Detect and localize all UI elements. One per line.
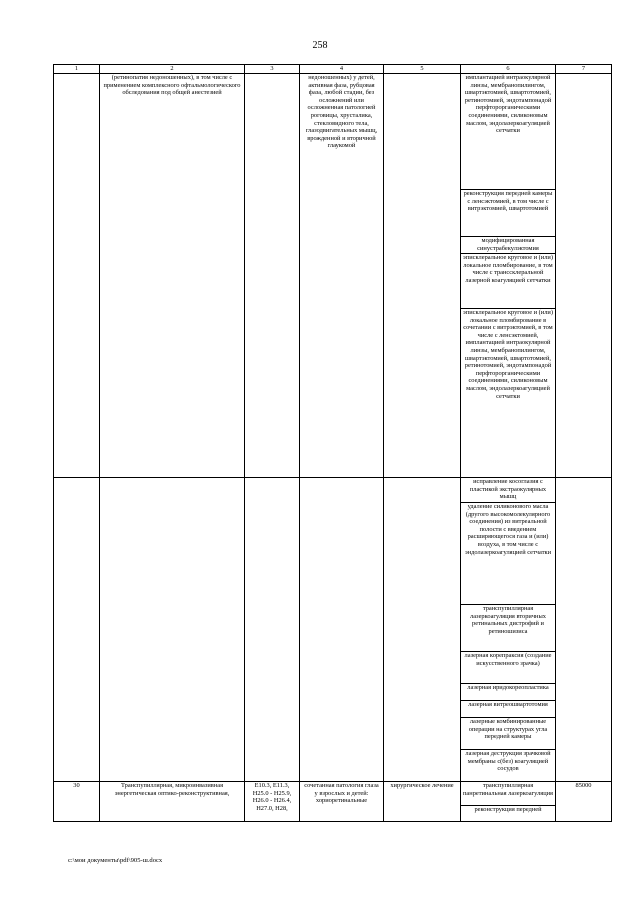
table-row (54, 74, 612, 478)
treatment-type-cell: хирургическое лечение (384, 782, 461, 822)
treatment-method: имплантацией интраокулярной линзы, мембранопилингом, швартэктомией, швартотомией, ретинотомией, эндотампонадой перфторорганическими соединениями, силиконовым маслом, эндолазеркоагуляцией сетчатки (464, 74, 552, 135)
row-number-cell (54, 478, 100, 782)
price-cell (556, 74, 612, 478)
treatment-method: лазерная витреошвартотомия (461, 700, 555, 717)
patient-model-cell: сочетанная патология глаза у взрослых и детей: хориоретинальные (300, 782, 384, 822)
column-number-row (54, 65, 612, 74)
treatment-methods-cell (461, 74, 556, 478)
treatment-method: реконструкция передней (461, 805, 555, 821)
treatment-method: эписклеральное круговое и (или) локальное пломбирование, в том числе с транссклеральной лазерной коагуляцией сетчатки (461, 253, 555, 308)
care-type-cell (100, 478, 245, 782)
treatment-method: лазерные комбинированные операции на структурах угла передней камеры (461, 717, 555, 749)
treatment-method: реконструкция передней камеры с ленсэктомией, в том числе с витрэктомией, швартотомией (461, 189, 555, 236)
column-number: 5 (384, 65, 461, 74)
table-row (54, 782, 612, 822)
column-number: 4 (300, 65, 384, 74)
column-number: 3 (245, 65, 300, 74)
treatment-method: транспупиллярная панретинальная лазеркоагуляция (463, 782, 553, 797)
treatment-method: лазерная иридокореопластика (461, 683, 555, 700)
row-number-cell: 30 (54, 782, 100, 822)
price-cell: 85000 (556, 782, 612, 822)
treatment-method: модифицированная синустрабекулэктомия (461, 236, 555, 253)
icd-codes-cell: E10.3, E11.3, H25.0 - H25.9, H26.0 - H26.4, H27.0, H28, (245, 782, 300, 822)
treatment-methods-cell (461, 782, 556, 822)
treatment-method: исправление косоглазия с пластикой экстраокулярных мышц (469, 478, 547, 501)
file-path-footer: c:\мои документы\pdf\905-ш.docx (68, 857, 163, 864)
icd-codes-cell (245, 478, 300, 782)
page-number: 258 (312, 40, 328, 51)
column-number: 7 (556, 65, 612, 74)
treatment-type-cell (384, 478, 461, 782)
column-number: 6 (461, 65, 556, 74)
patient-model-cell (300, 478, 384, 782)
treatment-method: эписклеральное круговое и (или) локальное пломбирование в сочетании с витрэктомией, в том числе с ленсэктомией, имплантацией интраокулярной линзы, мембранопилингом, швартэктомией, швартотомией, ретинотомией, эндотампонадой перфторорганическими соединениями, силиконовым маслом, эндолазеркоагуляцией сетчатки (461, 308, 555, 477)
treatment-method: транспупиллярная лазеркоагуляция вторичных ретинальных дистрофий и ретиношизиса (461, 604, 555, 651)
price-cell (556, 478, 612, 782)
treatment-methods-cell (461, 478, 556, 782)
care-type-cell: (ретинопатия недоношенных), в том числе с применением комплексного офтальмологического обследования под общей анестезией (100, 74, 245, 478)
table-row (54, 478, 612, 782)
icd-codes-cell (245, 74, 300, 478)
row-number-cell (54, 74, 100, 478)
treatment-method: лазерная корепраксия (создание искусственного зрачка) (461, 651, 555, 683)
treatment-method: лазерная деструкция зрачковой мембраны с(без) коагуляцией сосудов (461, 749, 555, 781)
column-number: 1 (54, 65, 100, 74)
procedures-table (53, 64, 612, 822)
treatment-type-cell (384, 74, 461, 478)
patient-model-cell: недоношенных) у детей, активная фаза, рубцовая фаза, любой стадии, без осложнений или осложненная патологией роговицы, хрусталика, стекловидного тела, глазодвигательных мышц, врожденной и вторичной глаукомой (300, 74, 384, 478)
care-type-cell: Транспупиллярная, микроинвазивная энергетическая оптико-реконструктивная, (100, 782, 245, 822)
column-number: 2 (100, 65, 245, 74)
treatment-method: удаление силиконового масла (другого высокомолекулярного соединения) из витреальной полости с введением расширяющегося газа и (или) воздуха, в том числе с эндолазеркоагуляцией сетчатки (461, 502, 555, 604)
